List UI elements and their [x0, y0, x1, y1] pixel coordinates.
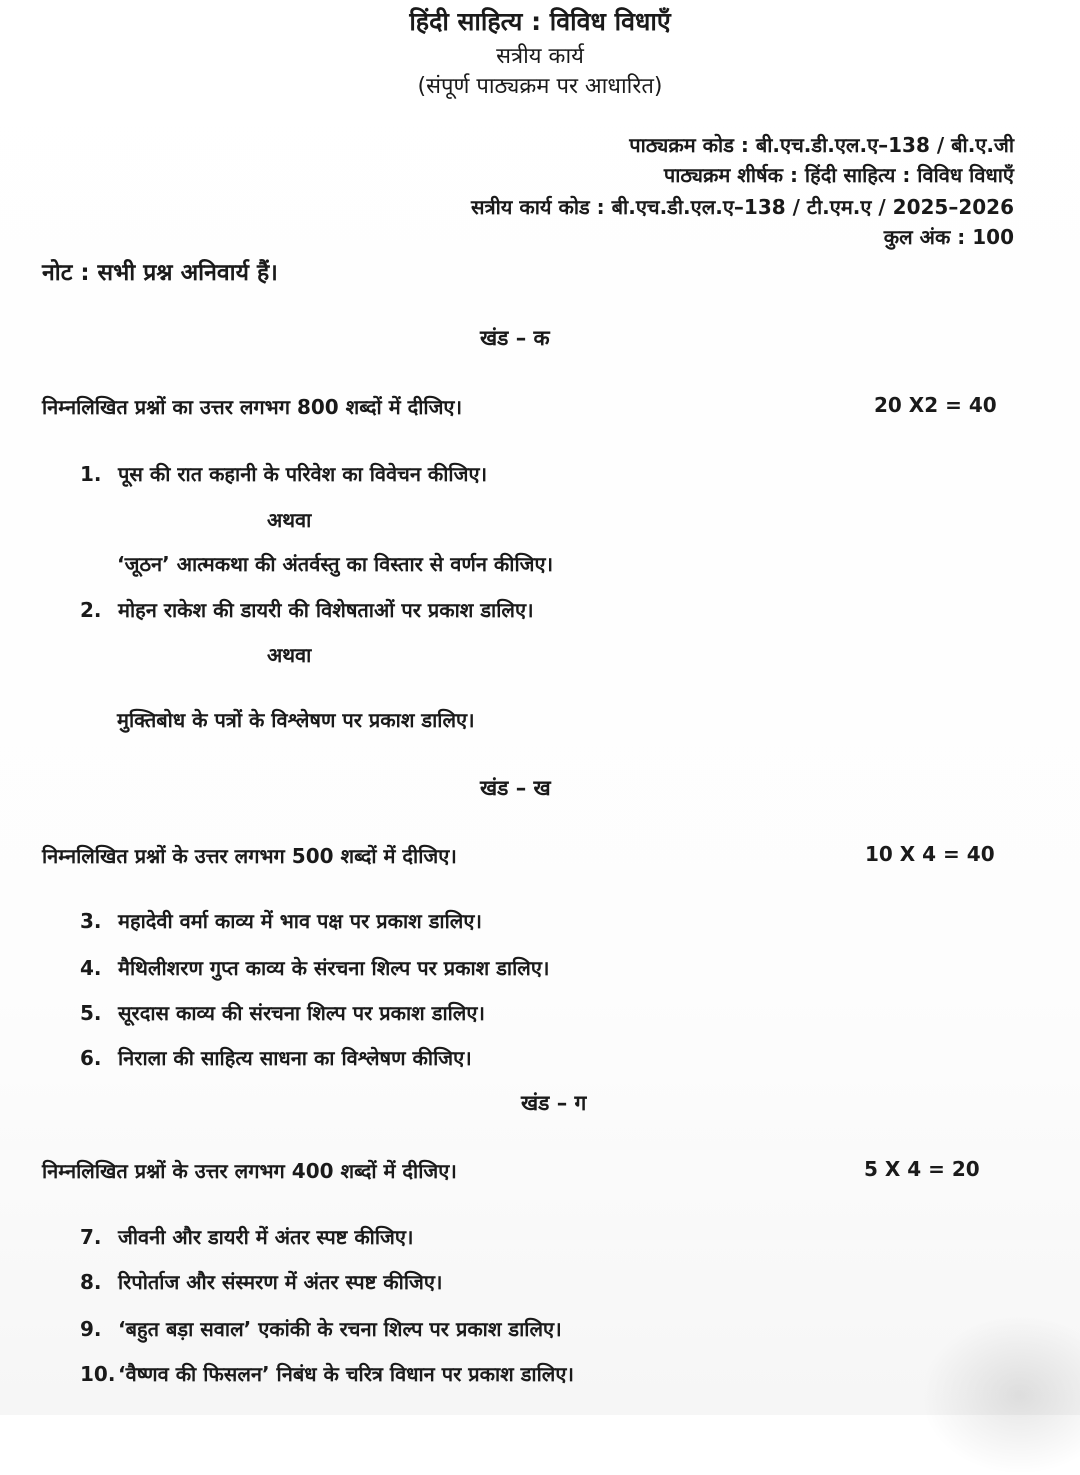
question-8: [80, 1268, 442, 1295]
note: नोट : सभी प्रश्न अनिवार्य हैं।: [42, 260, 278, 286]
page-shadow: [920, 1315, 1080, 1475]
question-number: 4.: [80, 956, 102, 980]
question-10: [80, 1360, 574, 1387]
question-3: [80, 907, 482, 934]
question-2-alternative: मुक्तिबोध के पत्रों के विश्लेषण पर प्रकाश डालिए।: [117, 708, 475, 732]
section-a-marks: 20 X2 = 40: [874, 393, 997, 417]
document-basis: (संपूर्ण पाठ्यक्रम पर आधारित): [417, 74, 663, 99]
question-number: 10.: [80, 1362, 116, 1386]
question-text: मैथिलीशरण गुप्त काव्य के संरचना शिल्प पर प्रकाश डालिए।: [118, 956, 550, 980]
question-1-alternative: ‘जूठन’ आत्मकथा की अंतर्वस्तु का विस्तार से वर्णन कीजिए।: [117, 552, 554, 576]
section-c-marks: 5 X 4 = 20: [864, 1157, 980, 1181]
question-number: 2.: [80, 598, 102, 622]
question-text: जीवनी और डायरी में अंतर स्पष्ट कीजिए।: [118, 1225, 414, 1249]
question-text: रिपोर्ताज और संस्मरण में अंतर स्पष्ट कीजिए।: [118, 1270, 443, 1294]
question-4: [80, 954, 549, 981]
question-text: महादेवी वर्मा काव्य में भाव पक्ष पर प्रकाश डालिए।: [118, 909, 482, 933]
question-number: 8.: [80, 1270, 102, 1294]
course-code: पाठ्यक्रम कोड : बी.एच.डी.एल.ए–138 / बी.ए.जी: [629, 133, 1014, 157]
question-2: [80, 596, 534, 623]
section-b-heading: खंड – ख: [480, 776, 551, 800]
section-a-instruction: निम्नलिखित प्रश्नों का उत्तर लगभग 800 शब्दों में दीजिए।: [42, 395, 463, 419]
question-1: [80, 460, 487, 487]
question-text: मोहन राकेश की डायरी की विशेषताओं पर प्रकाश डालिए।: [118, 598, 534, 622]
section-c-instruction: निम्नलिखित प्रश्नों के उत्तर लगभग 400 शब्दों में दीजिए।: [42, 1159, 457, 1183]
question-text: ‘बहुत बड़ा सवाल’ एकांकी के रचना शिल्प पर प्रकाश डालिए।: [118, 1317, 562, 1341]
question-text: पूस की रात कहानी के परिवेश का विवेचन कीजिए।: [118, 462, 488, 486]
question-number: 1.: [80, 462, 102, 486]
question-1-or: अथवा: [267, 508, 312, 532]
question-number: 6.: [80, 1046, 102, 1070]
section-b-marks: 10 X 4 = 40: [865, 842, 995, 866]
section-b-instruction: निम्नलिखित प्रश्नों के उत्तर लगभग 500 शब्दों में दीजिए।: [42, 844, 457, 868]
question-number: 7.: [80, 1225, 102, 1249]
section-a-heading: खंड – क: [480, 326, 550, 350]
question-2-or: अथवा: [267, 643, 312, 667]
assignment-code: सत्रीय कार्य कोड : बी.एच.डी.एल.ए–138 / टी.एम.ए / 2025–2026: [471, 195, 1014, 219]
question-6: [80, 1044, 472, 1071]
question-number: 9.: [80, 1317, 102, 1341]
question-text: सूरदास काव्य की संरचना शिल्प पर प्रकाश डालिए।: [118, 1001, 485, 1025]
question-number: 5.: [80, 1001, 102, 1025]
question-text: ‘वैष्णव की फिसलन’ निबंध के चरित्र विधान पर प्रकाश डालिए।: [118, 1362, 574, 1386]
question-text: निराला की साहित्य साधना का विश्लेषण कीजिए।: [118, 1046, 472, 1070]
document-subtitle: सत्रीय कार्य: [496, 44, 584, 69]
question-9: [80, 1315, 562, 1342]
section-c-heading: खंड – ग: [521, 1091, 587, 1115]
question-7: [80, 1223, 414, 1250]
total-marks: कुल अंक : 100: [883, 225, 1014, 249]
document-title: हिंदी साहित्य : विविध विधाएँ: [409, 7, 671, 36]
question-number: 3.: [80, 909, 102, 933]
course-title: पाठ्यक्रम शीर्षक : हिंदी साहित्य : विविध विधाएँ: [663, 163, 1014, 187]
question-5: [80, 999, 485, 1026]
